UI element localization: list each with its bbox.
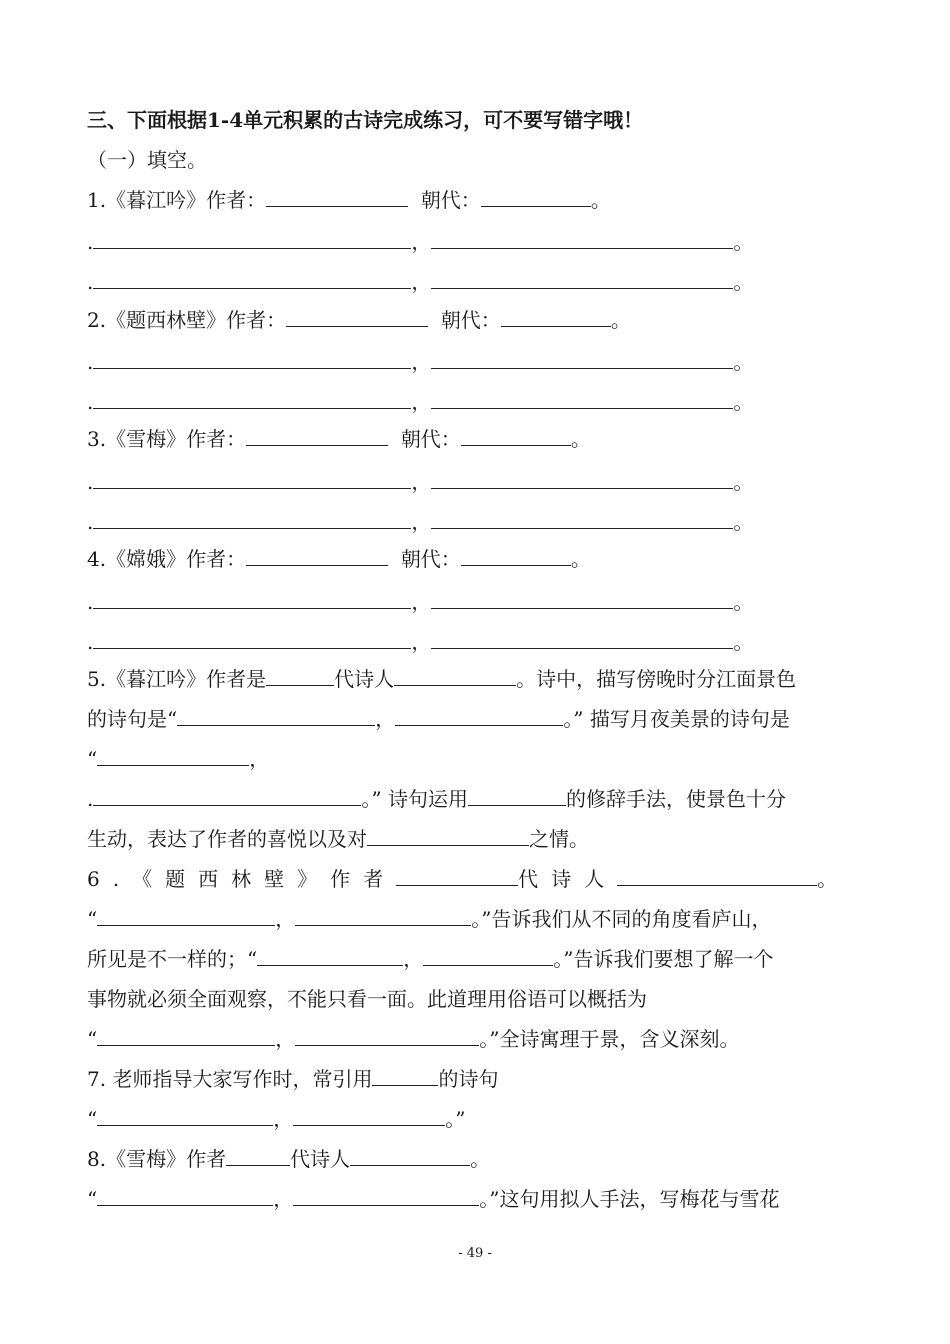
blank[interactable] [286,306,428,327]
blank[interactable] [350,1145,470,1166]
blank[interactable] [501,306,611,327]
blank[interactable] [93,785,361,806]
q7-line-2: “ ， 。” [87,1107,466,1131]
blank[interactable] [431,588,733,609]
q6-line-2: “ ， 。”告诉我们从不同的角度看庐山， [87,907,772,931]
blank[interactable] [93,228,411,249]
poem-line: . ， 。 [87,590,754,614]
blank[interactable] [246,545,388,566]
blank[interactable] [93,588,411,609]
blank[interactable] [295,905,471,926]
blank[interactable] [97,905,275,926]
blank[interactable] [97,745,249,766]
blank[interactable] [431,228,733,249]
blank[interactable] [481,186,591,207]
q8-line-2: “ ， 。”这句用拟人手法，写梅花与雪花 [87,1187,780,1211]
blank[interactable] [431,348,733,369]
subsection-title: （一）填空。 [87,148,207,172]
blank[interactable] [431,468,733,489]
blank[interactable] [93,348,411,369]
blank[interactable] [431,508,733,529]
q3-header: 3.《雪梅》作者： 朝代： 。 [87,427,591,451]
blank[interactable] [461,425,571,446]
blank[interactable] [431,388,733,409]
poem-line: . ， 。 [87,630,754,654]
blank[interactable] [93,508,411,529]
q2-header: 2.《题西林壁》作者： 朝代： 。 [87,308,631,332]
blank[interactable] [293,1185,479,1206]
blank[interactable] [226,1145,290,1166]
blank[interactable] [257,945,403,966]
q6-line-4: 事物就必须全面观察，不能只看一面。此道理用俗语可以概括为 [87,987,647,1011]
blank[interactable] [423,945,553,966]
q5-line-1: 5.《暮江吟》作者是 代诗人 。诗中，描写傍晚时分江面景色 [87,667,797,691]
blank[interactable] [367,825,529,846]
blank[interactable] [266,665,334,686]
poem-line: . ， 。 [87,270,754,294]
q5-line-5: 生动，表达了作者的喜悦以及对 之情。 [87,827,589,851]
blank[interactable] [394,665,516,686]
page-number: - 49 - [458,1246,492,1261]
poem-line: . ， 。 [87,230,754,254]
blank[interactable] [93,628,411,649]
q5-line-4: . 。” 诗句运用 的修辞手法，使景色十分 [87,787,786,811]
blank[interactable] [293,1105,445,1126]
poem-line: . ， 。 [87,470,754,494]
blank[interactable] [266,186,408,207]
q8-line-1: 8.《雪梅》作者 代诗人 。 [87,1147,491,1171]
blank[interactable] [396,865,518,886]
poem-line: . ， 。 [87,350,754,374]
blank[interactable] [97,1105,273,1126]
blank[interactable] [372,1065,438,1086]
blank[interactable] [431,628,733,649]
poem-line: . ， 。 [87,390,754,414]
blank[interactable] [97,1185,273,1206]
blank[interactable] [246,425,388,446]
q7-line-1: 7. 老师指导大家写作时，常引用 的诗句 [87,1067,499,1091]
q5-line-3: “ ， [87,747,270,771]
blank[interactable] [93,388,411,409]
blank[interactable] [97,1025,275,1046]
q1-header: 1.《暮江吟》作者： 朝代： 。 [87,188,611,212]
poem-line: . ， 。 [87,510,754,534]
blank[interactable] [93,468,411,489]
section-title: 三、下面根据1-4单元积累的古诗完成练习，可不要写错字哦！ [87,108,644,132]
blank[interactable] [295,1025,479,1046]
blank[interactable] [177,705,375,726]
q6-line-1: 6.《题西林壁》作者 代诗人 。 [87,867,838,891]
q6-line-3: 所见是不一样的；“ ， 。”告诉我们要想了解一个 [87,947,774,971]
blank[interactable] [395,705,563,726]
blank[interactable] [431,268,733,289]
q4-header: 4.《嫦娥》作者： 朝代： 。 [87,547,591,571]
q6-line-5: “ ， 。”全诗寓理于景，含义深刻。 [87,1027,740,1051]
blank[interactable] [461,545,571,566]
q5-line-2: 的诗句是“ ， 。” 描写月夜美景的诗句是 [87,707,790,731]
blank[interactable] [617,865,817,886]
blank[interactable] [93,268,411,289]
blank[interactable] [468,785,566,806]
